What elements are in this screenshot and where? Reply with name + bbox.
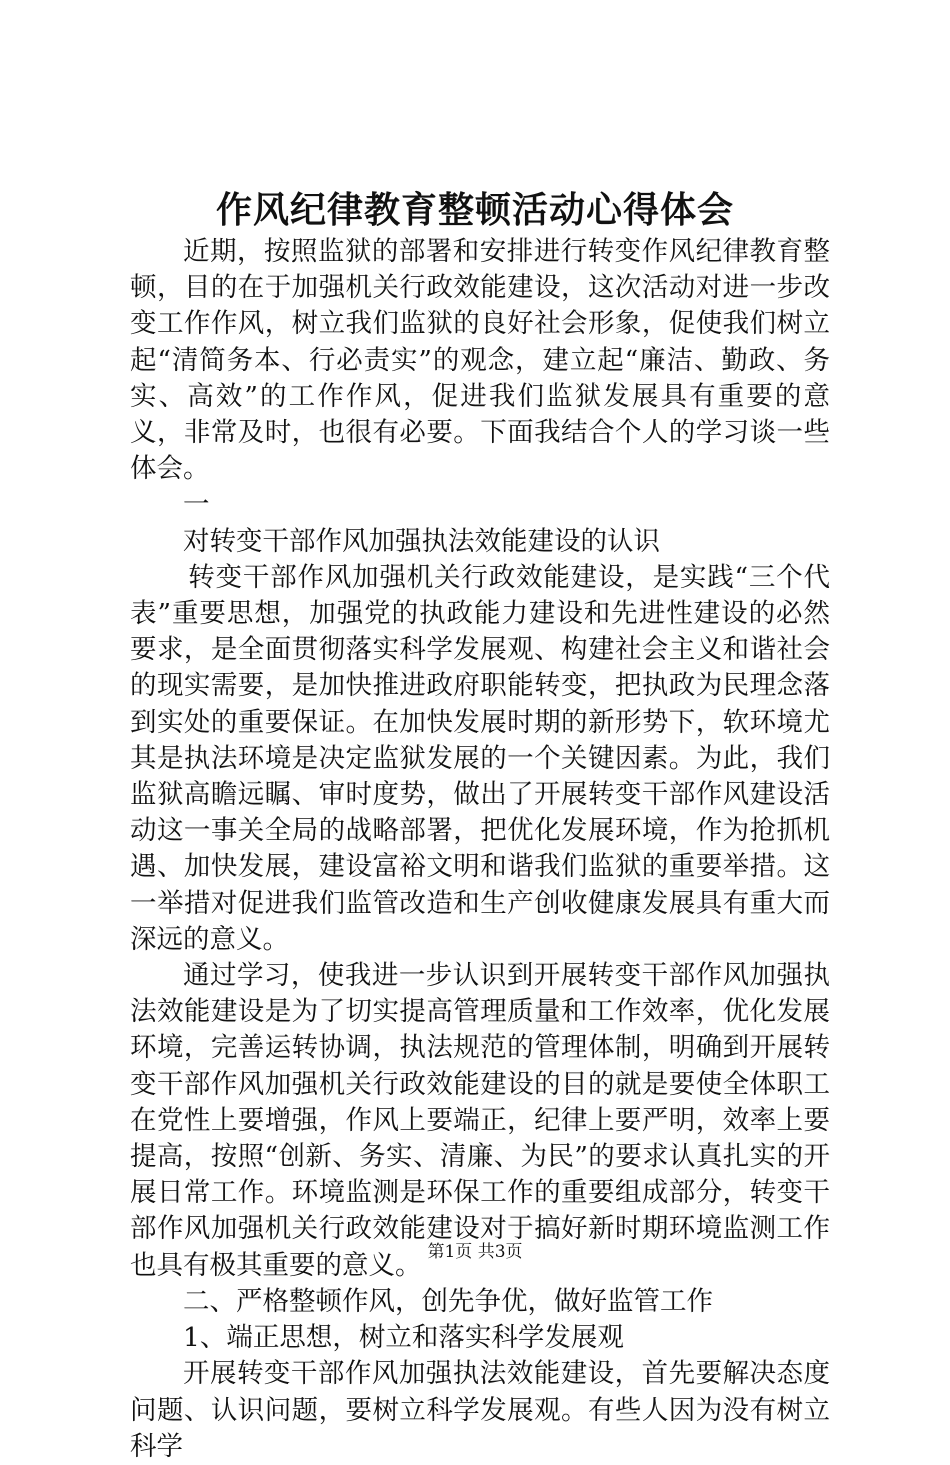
paragraph-understanding: 转变干部作风加强机关行政效能建设，是实践“三个代表”重要思想，加强党的执政能力建设和先进性建设的必然要求，是全面贯彻落实科学发展观、构建社会主义和谐社会的现实需要，是加快推进政府职能转变，把执政为民理念落到实处的重要保证。在加快发展时期的新形势下，软环境尤其是执法环境是决定监狱发展的一个关键因素。为此，我们监狱高瞻远瞩、审时度势，做出了开展转变干部作风建设活动这一事关全局的战略部署，把优化发展环境，作为抢抓机遇、加快发展，建设富裕文明和谐我们监狱的重要举措。这一举措对促进我们监管改造和生产创收健康发展具有重大而深远的意义。 (130, 561, 830, 955)
section-heading: 对转变干部作风加强执法效能建设的认识 (183, 525, 660, 557)
page-number-footer: 第1页 共3页 (427, 1242, 523, 1262)
document-title: 作风纪律教育整顿活动心得体会 (215, 189, 734, 231)
section-number: 一 (183, 489, 210, 521)
paragraph-attitude: 开展转变干部作风加强执法效能建设，首先要解决态度问题、认识问题，要树立科学发展观。有些人因为没有树立科学 (130, 1358, 830, 1462)
section-heading-two: 二、严格整顿作风，创先争优，做好监管工作 (183, 1285, 713, 1317)
paragraph-intro: 近期，按照监狱的部署和安排进行转变作风纪律教育整顿，目的在于加强机关行政效能建设，这次活动对进一步改变工作作风，树立我们监狱的良好社会形象，促使我们树立起“清简务本、行必责实”的观念，建立起“廉洁、勤政、务实、高效”的工作作风，促进我们监狱发展具有重要的意义，非常及时，也很有必要。下面我结合个人的学习谈一些体会。 (130, 236, 830, 485)
paragraph-study: 通过学习，使我进一步认识到开展转变干部作风加强执法效能建设是为了切实提高管理质量和工作效率，优化发展环境，完善运转协调，执法规范的管理体制，明确到开展转变干部作风加强机关行政效能建设的目的就是要使全体职工在党性上要增强，作风上要端正，纪律上要严明，效率上要提高，按照“创新、务实、清廉、为民”的要求认真扎实的开展日常工作。环境监测是环保工作的重要组成部分，转变干部作风加强机关行政效能建设对于搞好新时期环境监测工作也具有极其重要的意义。 (130, 960, 830, 1281)
subsection-heading-one: 1、端正思想，树立和落实科学发展观 (183, 1322, 624, 1354)
document-body (130, 234, 830, 1465)
